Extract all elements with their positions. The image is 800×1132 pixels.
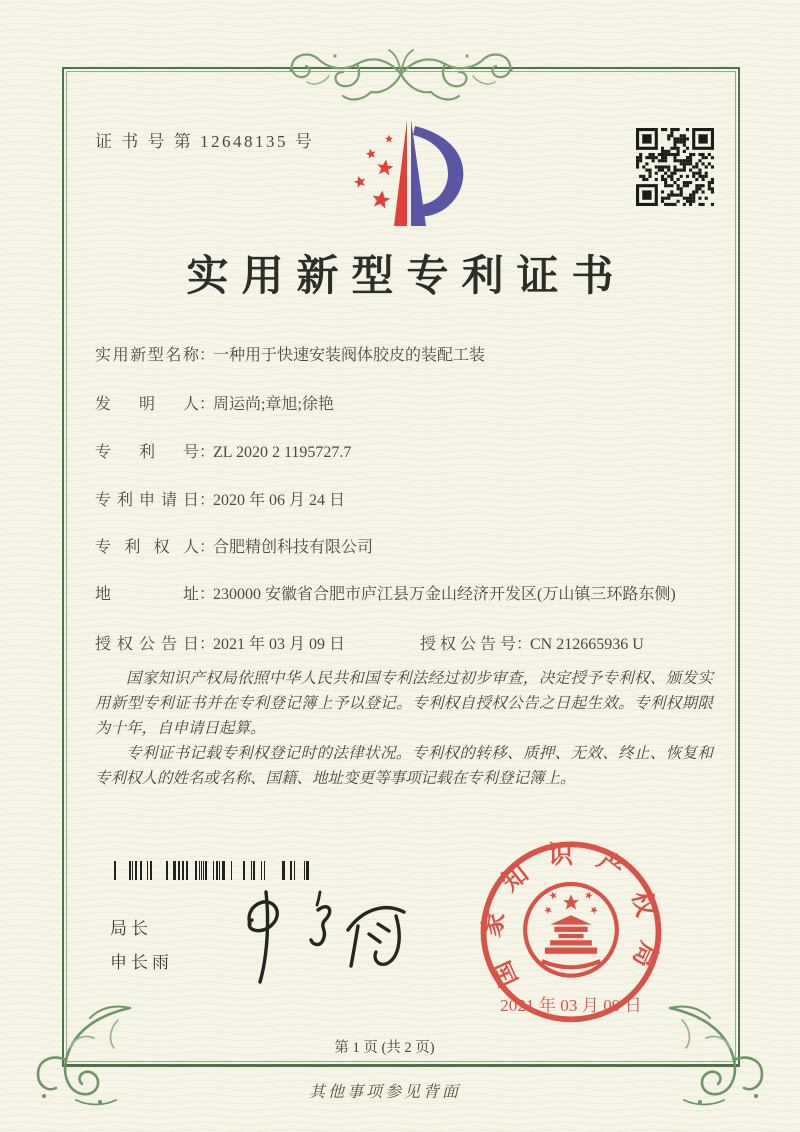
- field-label: 地址: [95, 586, 199, 603]
- field-colon: ：: [199, 396, 216, 413]
- field-row-utility-model-name: [95, 344, 485, 368]
- field-colon: ：: [199, 539, 216, 556]
- national-emblem: [525, 884, 617, 976]
- certificate-title: 实用新型专利证书: [186, 254, 627, 300]
- seal-agency-text: 国家知识产权局: [478, 842, 664, 991]
- field-value: 合肥精创科技有限公司: [213, 539, 374, 556]
- legal-paragraph-1: 国家知识产权局依照中华人民共和国专利法经过初步审查，决定授予专利权、颁发实用新型专利证书并在专利登记簿上予以登记。专利权自授权公告之日起生效。专利权期限为十年，自申请日起算。: [95, 670, 713, 737]
- field-row-address: [95, 583, 718, 607]
- field-label: 专利权人: [95, 539, 199, 556]
- field-colon: ：: [199, 586, 216, 603]
- director-title: 局长: [110, 919, 152, 938]
- field-label: 专利申请日: [95, 492, 199, 509]
- official-seal: [466, 834, 676, 1034]
- cnipa-logo: [336, 112, 488, 238]
- seal-date: 2021 年 03 月 09 日: [500, 996, 642, 1016]
- field-value: 一种用于快速安装阀体胶皮的装配工装: [213, 347, 486, 364]
- back-note: 其他事项参见背面: [308, 1084, 461, 1101]
- field-colon: ：: [199, 636, 216, 653]
- field-label: 实用新型名称: [95, 347, 199, 364]
- qr-code: [636, 128, 714, 206]
- field-colon: ：: [199, 492, 216, 509]
- grant-date-value: 2021 年 03 月 09 日: [213, 636, 346, 653]
- field-value: 230000 安徽省合肥市庐江县万金山经济开发区(万山镇三环路东侧): [213, 586, 676, 603]
- field-value: ZL 2020 2 1195727.7: [213, 444, 352, 461]
- field-row-patent-number: [95, 441, 351, 465]
- field-colon: ：: [199, 347, 216, 364]
- field-value: 2020 年 06 月 24 日: [213, 492, 346, 509]
- grant-number-value: CN 212665936 U: [530, 636, 644, 653]
- top-flourish: [283, 44, 519, 110]
- signature-handwriting: [222, 882, 418, 992]
- legal-text: [95, 666, 713, 791]
- page-number: 第 1 页 (共 2 页): [334, 1040, 435, 1056]
- field-value: 周运尚;章旭;徐艳: [213, 396, 334, 413]
- field-row-patentee: [95, 536, 373, 560]
- barcode: [110, 861, 312, 880]
- field-label: 专利号: [95, 444, 199, 461]
- director-name: 申长雨: [110, 953, 173, 972]
- certificate-number: 证 书 号 第 12648135 号: [95, 132, 315, 151]
- field-row-filing-date: [95, 489, 345, 513]
- field-colon: ：: [199, 444, 216, 461]
- field-label: 授权公告日: [95, 636, 199, 653]
- field-label: 授权公告号: [420, 636, 516, 653]
- legal-paragraph-2: 专利证书记载专利权登记时的法律状况。专利权的转移、质押、无效、终止、恢复和专利权人的姓名或名称、国籍、地址变更等事项记载在专利登记簿上。: [95, 745, 713, 787]
- field-row-grant: [95, 633, 644, 657]
- field-colon: ：: [516, 636, 533, 653]
- field-row-inventors: [95, 393, 334, 417]
- field-label: 发明人: [95, 396, 199, 413]
